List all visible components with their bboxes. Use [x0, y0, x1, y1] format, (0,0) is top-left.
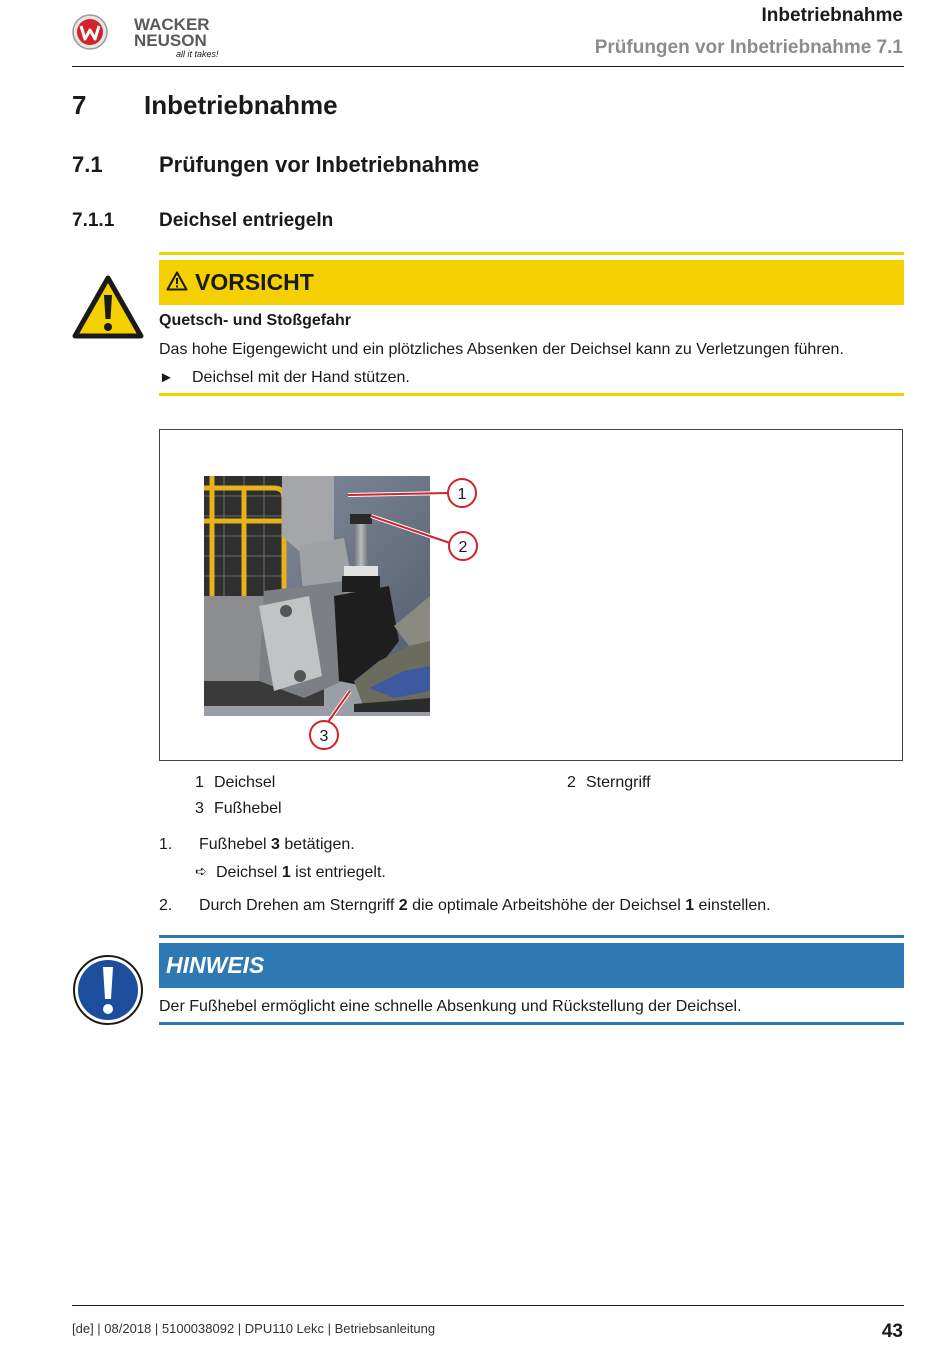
step-1-number: 1. [159, 836, 173, 853]
callout-1 [448, 479, 476, 507]
heading-1-number: 7 [72, 90, 87, 120]
hint-banner [159, 943, 904, 988]
legend-3-label: Fußhebel [214, 800, 282, 817]
caution-label: VORSICHT [195, 269, 314, 295]
heading-2-title: Prüfungen vor Inbetriebnahme [159, 152, 480, 177]
legend-2-label: Sterngriff [586, 774, 651, 791]
caution-top-rule [159, 252, 904, 255]
result-1-text: Deichsel 1 ist entriegelt. [216, 864, 386, 881]
callout-2 [449, 532, 477, 560]
step-2-number: 2. [159, 897, 173, 914]
brand-logo [72, 12, 232, 62]
callout-3 [310, 721, 338, 749]
logo-neuson: NEUSON [134, 31, 207, 50]
caution-subtitle: Quetsch- und Stoßgefahr [159, 312, 351, 329]
hint-bottom-rule [159, 1022, 904, 1025]
result-arrow-icon: ➪ [195, 863, 207, 879]
legend-1-number: 1 [195, 774, 204, 791]
legend-1-label: Deichsel [214, 774, 276, 791]
hint-text: Der Fußhebel ermöglicht eine schnelle Absenkung und Rückstellung der Deichsel. [159, 998, 742, 1015]
warning-triangle-icon [72, 275, 144, 340]
heading-3-number: 7.1.1 [72, 210, 115, 231]
logo-slogan: all it takes! [176, 49, 219, 59]
callout-1-label: 1 [457, 486, 467, 503]
hint-label: HINWEIS [166, 952, 265, 978]
step-1-text: Fußhebel 3 betätigen. [199, 836, 355, 853]
page-number: 43 [881, 1321, 903, 1342]
footer-text: [de] | 08/2018 | 5100038092 | DPU110 Lekc | Betriebsanleitung [72, 1321, 436, 1336]
header-rule [72, 66, 904, 67]
heading-2-number: 7.1 [72, 152, 103, 177]
header-section: Prüfungen vor Inbetriebnahme 7.1 [594, 37, 903, 58]
footer-rule [72, 1305, 904, 1306]
heading-3-title: Deichsel entriegeln [159, 210, 334, 231]
caution-action: Deichsel mit der Hand stützen. [192, 369, 410, 386]
action-arrow-icon: ► [159, 369, 174, 386]
warning-small-icon [166, 271, 188, 291]
hint-top-rule [159, 935, 904, 938]
mandatory-exclamation-icon [72, 954, 144, 1026]
caution-text: Das hohe Eigengewicht und ein plötzliches Absenken der Deichsel kann zu Verletzungen führen. [159, 341, 844, 358]
heading-1-title: Inbetriebnahme [144, 90, 338, 120]
figure-callouts [159, 429, 903, 761]
caution-bottom-rule [159, 393, 904, 396]
legend-2-number: 2 [567, 774, 576, 791]
callout-3-label: 3 [319, 728, 329, 745]
logo-wacker: WACKER [134, 15, 210, 34]
header-chapter: Inbetriebnahme [761, 5, 903, 26]
callout-2-label: 2 [458, 539, 468, 556]
legend-3-number: 3 [195, 800, 204, 817]
step-2-text: Durch Drehen am Sterngriff 2 die optimale Arbeitshöhe der Deichsel 1 einstellen. [199, 897, 771, 914]
